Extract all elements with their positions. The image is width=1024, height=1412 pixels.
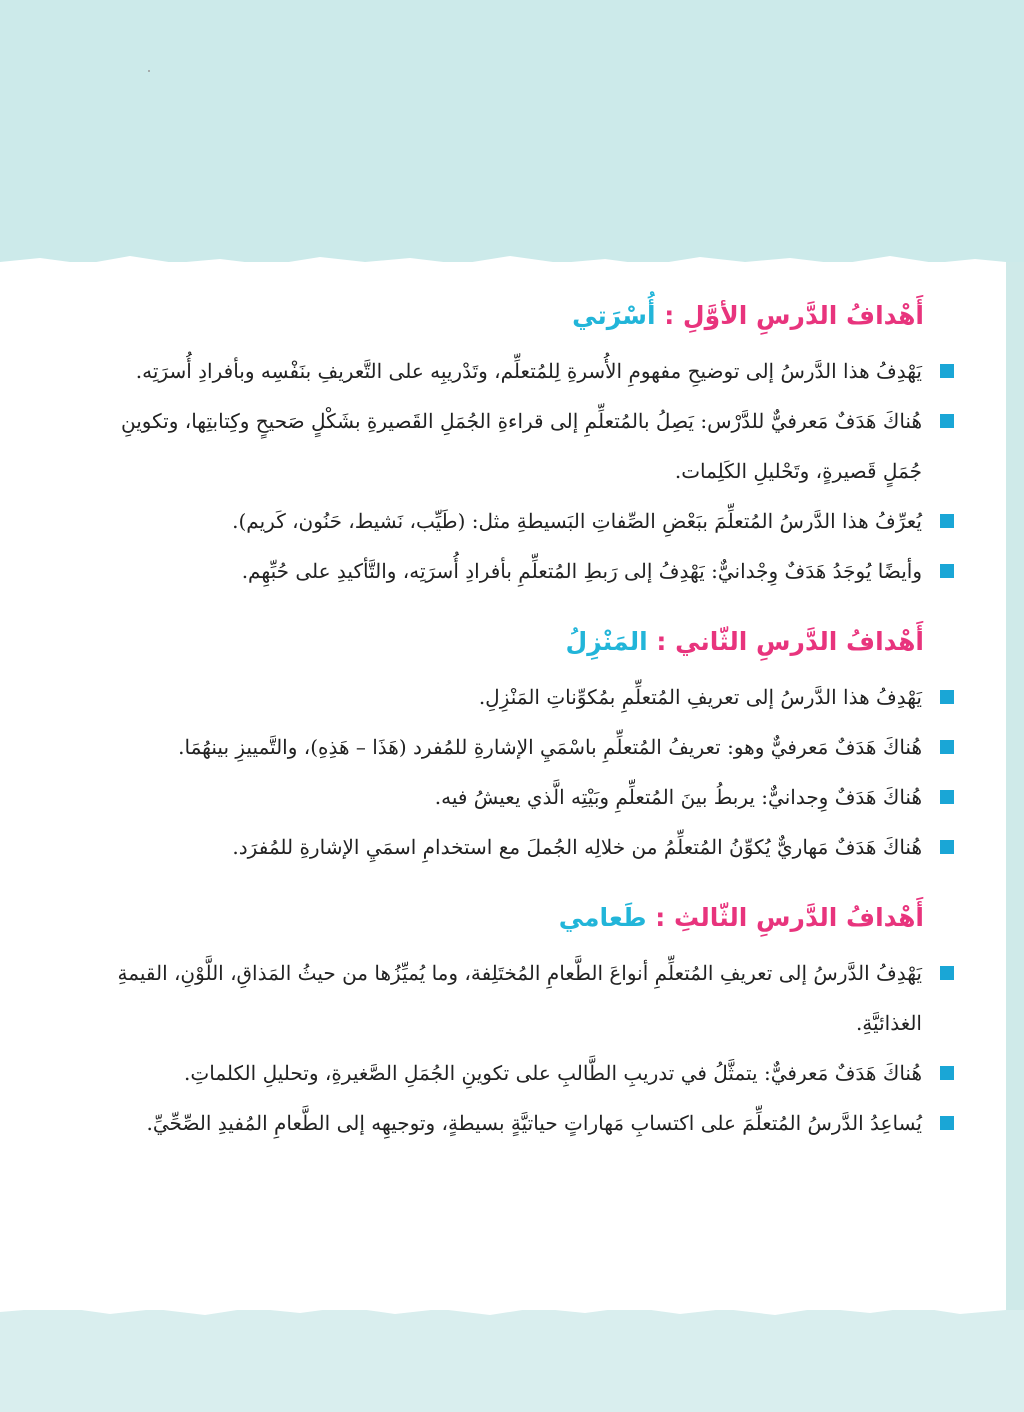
speck	[148, 70, 150, 72]
section-title-topic: طَعامي	[558, 903, 647, 932]
list-item	[80, 672, 960, 722]
square-bullet-icon	[940, 1066, 954, 1080]
list-item	[80, 948, 960, 1048]
list-item	[80, 822, 960, 872]
list-item	[80, 346, 960, 396]
section-title-topic: أُسْرَتي	[572, 301, 656, 330]
list-item	[80, 1048, 960, 1098]
list-item	[80, 1098, 960, 1148]
square-bullet-icon	[940, 690, 954, 704]
item-text: يَهْدِفُ هذا الدَّرسُ إلى توضيحِ مفهومِ الأُسرةِ لِلمُتعلِّم، وتَدْريبِه على التَّعريفِ بنَفْسِه وبأفرادِ أُسرَتِه.	[135, 359, 922, 383]
list-item	[80, 722, 960, 772]
list-item	[80, 396, 960, 496]
objectives-content	[80, 296, 960, 1174]
item-text: يُساعِدُ الدَّرسُ المُتعلِّمَ على اكتسابِ مَهاراتٍ حياتيَّةٍ بسيطةٍ، وتوجيهِه إلى الطَّعامِ المُفيدِ الصِّحِّيِّ.	[146, 1111, 922, 1135]
square-bullet-icon	[940, 564, 954, 578]
item-text: يَهْدِفُ الدَّرسُ إلى تعريفِ المُتعلِّمِ أنواعَ الطَّعامِ المُختَلِفة، وما يُميِّزُها من حيثُ المَذاقِ، اللَّوْنِ، القيمةِ الغذائيَّةِ.	[117, 961, 922, 1035]
item-text: هُناكَ هَدَفٌ مَهاريٌّ يُكوِّنُ المُتعلِّمُ من خلالِه الجُملَ مع استخدامِ اسمَيِ الإشارةِ للمُفرَد.	[232, 835, 922, 859]
section-title-lead: أَهْدافُ الدَّرسِ الثّالثِ :	[655, 903, 924, 932]
square-bullet-icon	[940, 966, 954, 980]
section-title-lead: أَهْدافُ الدَّرسِ الأوَّلِ :	[664, 301, 924, 330]
item-text: هُناكَ هَدَفٌ مَعرفيٌّ: يتمثَّلُ في تدريبِ الطَّالبِ على تكوينِ الجُمَلِ الصَّغيرةِ، وتحليلِ الكلماتِ.	[184, 1061, 922, 1085]
section-title-lead: أَهْدافُ الدَّرسِ الثّاني :	[656, 627, 924, 656]
section-lesson-3	[80, 898, 960, 1148]
item-text: وأيضًا يُوجَدُ هَدَفٌ وِجْدانيٌّ: يَهْدِفُ إلى رَبطِ المُتعلِّمِ بأفرادِ أُسرَتِه، والتَّأكيدِ على حُبِّهِم.	[241, 559, 922, 583]
section-title	[80, 898, 960, 938]
item-text: هُناكَ هَدَفٌ وِجدانيٌّ: يربطُ بينَ المُتعلِّمِ وبَيْتِه الَّذي يعيشُ فيه.	[434, 785, 922, 809]
item-text: يُعرِّفُ هذا الدَّرسُ المُتعلِّمَ ببَعْضِ الصِّفاتِ البَسيطةِ مثل: (طَيِّب، نَشيط، حَنُون، كَريم).	[232, 509, 922, 533]
square-bullet-icon	[940, 514, 954, 528]
section-title-topic: المَنْزِلُ	[565, 627, 648, 656]
section-title	[80, 296, 960, 336]
item-text: يَهْدِفُ هذا الدَّرسُ إلى تعريفِ المُتعلِّمِ بمُكوِّناتِ المَنْزِلِ.	[478, 685, 922, 709]
section-title	[80, 622, 960, 662]
list-item	[80, 772, 960, 822]
section-lesson-2	[80, 622, 960, 872]
square-bullet-icon	[940, 790, 954, 804]
item-text: هُناكَ هَدَفٌ مَعرفيٌّ وهو: تعريفُ المُتعلِّمِ باسْمَيِ الإشارةِ للمُفرد (هَذَا – هَذِهِ)، والتَّمييزِ بينهُمَا.	[178, 735, 922, 759]
torn-edge-bottom	[0, 1296, 1006, 1326]
item-text: هُناكَ هَدَفٌ مَعرفيٌّ للدَّرْس: يَصِلُ بالمُتعلِّمِ إلى قراءةِ الجُمَلِ القَصيرةِ بشَكْلٍ صَحيحٍ وكِتابتِها، وتكوينِ جُمَلٍ قَصيرةٍ، وتَحْليلِ الكَلِمات.	[120, 409, 922, 483]
square-bullet-icon	[940, 740, 954, 754]
section-lesson-1	[80, 296, 960, 596]
torn-edge-top	[0, 244, 1006, 274]
list-item	[80, 546, 960, 596]
square-bullet-icon	[940, 840, 954, 854]
square-bullet-icon	[940, 414, 954, 428]
list-item	[80, 496, 960, 546]
square-bullet-icon	[940, 1116, 954, 1130]
top-border-band	[0, 0, 1024, 262]
square-bullet-icon	[940, 364, 954, 378]
